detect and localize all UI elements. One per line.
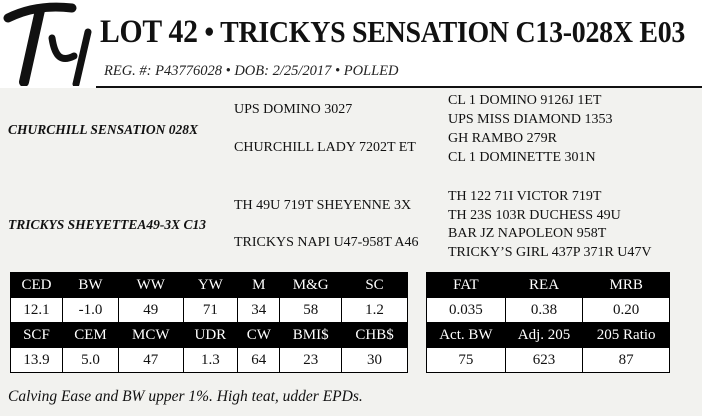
epd-header-cell: BMI$ (280, 323, 342, 348)
epd-header-cell: REA (505, 273, 583, 298)
epd-value-row (427, 298, 670, 323)
epd-header-cell: CEM (62, 323, 118, 348)
epd-header-cell: M&G (280, 273, 342, 298)
pedigree-sire-dam: CHURCHILL LADY 7202T ET (234, 140, 416, 155)
epd-header-cell: SC (342, 273, 408, 298)
epd-header-cell: CW (238, 323, 280, 348)
epd-header-cell: M (238, 273, 280, 298)
epd-value-cell: 34 (238, 298, 280, 323)
ty-brand-logo (2, 0, 94, 86)
lot-header (0, 0, 702, 88)
pedigree-sd-sire: GH RAMBO 279R (448, 131, 557, 146)
epd-value-cell: 64 (238, 348, 280, 373)
epd-value-row (427, 348, 670, 373)
pedigree-sire: CHURCHILL SENSATION 028X (8, 122, 199, 137)
epd-header-cell: BW (62, 273, 118, 298)
epd-value-cell: 12.1 (11, 298, 63, 323)
epd-header-row (427, 323, 670, 348)
epd-value-cell: 623 (505, 348, 583, 373)
footnote: Calving Ease and BW upper 1%. High teat, udder EPDs. (8, 388, 363, 405)
epd-header-cell: MRB (583, 273, 670, 298)
epd-value-cell: 71 (183, 298, 238, 323)
epd-header-cell: UDR (183, 323, 238, 348)
pedigree-ss-sire: CL 1 DOMINO 9126J 1ET (448, 93, 602, 108)
epd-value-cell: -1.0 (62, 298, 118, 323)
epd-value-cell: 0.035 (427, 298, 506, 323)
epd-header-cell: Adj. 205 (505, 323, 583, 348)
animal-name: TRICKYS SENSATION C13-028X E03 (220, 14, 686, 49)
pedigree-ds-sire: TH 122 71I VICTOR 719T (448, 189, 602, 204)
lot-number: LOT 42 (100, 14, 198, 50)
pedigree-dam-sire: TH 49U 719T SHEYENNE 3X (234, 198, 412, 213)
epd-header-cell: FAT (427, 273, 506, 298)
epd-value-cell: 13.9 (11, 348, 63, 373)
epd-header-row (427, 273, 670, 298)
pedigree-dd-sire: BAR JZ NAPOLEON 958T (448, 226, 607, 241)
epd-header-cell: CED (11, 273, 63, 298)
epd-table-left (10, 272, 408, 373)
epd-table-right (426, 272, 670, 373)
title-bullet: • (204, 14, 214, 49)
pedigree-dd-dam: TRICKY’S GIRL 437P 371R U47V (448, 245, 652, 260)
epd-value-cell: 5.0 (62, 348, 118, 373)
epd-value-cell: 0.20 (583, 298, 670, 323)
header-divider (96, 86, 702, 88)
epd-header-cell: MCW (119, 323, 183, 348)
pedigree-ds-dam: TH 23S 103R DUCHESS 49U (448, 208, 621, 223)
pedigree-sd-dam: CL 1 DOMINETTE 301N (448, 150, 596, 165)
epd-header-cell: WW (119, 273, 183, 298)
lot-title (100, 14, 685, 51)
epd-value-cell: 23 (280, 348, 342, 373)
epd-header-row (11, 323, 408, 348)
epd-value-cell: 87 (583, 348, 670, 373)
epd-value-cell: 1.2 (342, 298, 408, 323)
epd-header-cell: CHB$ (342, 323, 408, 348)
epd-value-cell: 58 (280, 298, 342, 323)
pedigree-sire-sire: UPS DOMINO 3027 (234, 102, 353, 117)
pedigree-dam-dam: TRICKYS NAPI U47-958T A46 (234, 235, 419, 250)
pedigree-dam: TRICKYS SHEYETTEA49-3X C13 (8, 217, 207, 232)
registration-line: REG. #: P43776028 • DOB: 2/25/2017 • POLLED (104, 63, 399, 79)
epd-value-cell: 75 (427, 348, 506, 373)
epd-value-cell: 47 (119, 348, 183, 373)
epd-value-row (11, 348, 408, 373)
epd-header-cell: SCF (11, 323, 63, 348)
epd-value-cell: 49 (119, 298, 183, 323)
epd-value-cell: 30 (342, 348, 408, 373)
epd-header-cell: 205 Ratio (583, 323, 670, 348)
epd-header-cell: YW (183, 273, 238, 298)
epd-header-cell: Act. BW (427, 323, 506, 348)
epd-header-row (11, 273, 408, 298)
epd-value-cell: 0.38 (505, 298, 583, 323)
pedigree-ss-dam: UPS MISS DIAMOND 1353 (448, 112, 613, 127)
epd-value-row (11, 298, 408, 323)
epd-value-cell: 1.3 (183, 348, 238, 373)
